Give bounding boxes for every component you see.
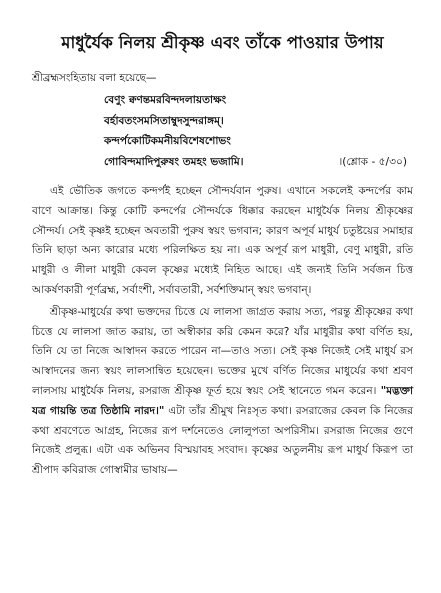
paragraph — [32, 303, 413, 481]
paragraph: এই ভৌতিক জগতে কন্দর্পই হচ্ছেন সৌন্দর্যবান পুরুষ। এখানে সকলেই কন্দর্পের কাম বাণে আক্রান্ত। কিন্তু কোটি কন্দর্পের সৌন্দর্যকে ধিক্কার করছেন মাধুর্যৈক নিলয় শ্রীকৃষ্ণের সৌন্দর্য। সেই কৃষ্ণই হচ্ছেন অবতারী পুরুষ স্বয়ং ভগবান; কারণ অপূর্ব মাধুর্য চতুষ্টয়ের সমাহার তিনি ছাড়া অন্য কারোর মধ্যে পরিলক্ষিত হয় না। এক অপূর্ব রূপ মাধুরী, বেণু মাধুরী, রতি মাধুরী ও লীলা মাধুরী কেবল কৃষ্ণের মধ্যেই নিহিত আছে। এই জন্যই তিনি সর্বজন চিত্ত আকর্ষণকারী পূর্ণব্রহ্ম, সর্বাংশী, সর্বাবতারী, সর্বশক্তিমান্ স্বয়ং ভগবান্। — [32, 185, 413, 296]
verse-line-last — [104, 152, 413, 173]
verse-reference: ।(শ্লোক - ৫/৩০) — [338, 155, 407, 168]
inline-quote: "মদ্ভক্তা যত্র গায়ন্তি তত্র তিষ্ঠামি নারদ।" — [32, 384, 413, 417]
verse-line: কন্দর্পকোটিকমনীয়বিশেষশোভং — [104, 135, 231, 147]
verse-block — [104, 90, 413, 172]
verse-line: গোবিন্দমাদিপুরুষং তমহং ভজামি। — [104, 155, 244, 168]
verse-line: বেণুং ক্বণন্তমরবিন্দদলায়তাক্ষং — [104, 94, 227, 106]
verse-line: বর্হাবতংসমসিতাম্বুদসুন্দরাঙ্গম্। — [104, 114, 224, 127]
paragraph-text: শ্রীকৃষ্ণ-মাধুর্যের কথা ভক্তদের চিত্তে যে লালসা জাগ্রত করায় সত্য, পরন্তু শ্রীকৃষ্ণের কথা চিত্তে যে লালসা জাত করায়, তা অস্বীকার করি কেমন করে? যাঁর মাধুরীর কথা বর্ণিত হয়, তিনি যে তা নিজে আস্বাদন করতে পারেন না—তাও সত্য। সেই কৃষ্ণ নিজেই সেই মাধুর্য রস আস্বাদনের জন্য স্বয়ং লালসান্বিত হয়েছেন। ভক্তের মুখে বর্ণিত নিজের মাধুর্যের কথা শ্রবণ লালসায় মাধুর্যৈক নিলয়, রসরাজ শ্রীকৃষ্ণ ফূর্ত হয়ে স্বয়ং সেই স্থানেতে গমন করেন। — [32, 305, 413, 397]
page-title: মাধুর্যৈক নিলয় শ্রীকৃষ্ণ এবং তাঁকে পাওয়ার উপায় — [61, 33, 384, 52]
intro-line: শ্রীব্রহ্মসংহিতায় বলা হয়েছে— — [32, 72, 157, 84]
paragraph-text: এটা তাঁর শ্রীমুখ নিঃসৃত কথা। রসরাজের কেবল কি নিজের কথা শ্রবণেতে আগ্রহ, নিজের রূপ দর্শনেতেও লোলুপতা অপরিসীম। রসরাজ নিজের গুণে নিজেই প্রলুব্ধ। এটা এক অভিনব বিস্ময়াবহ সংবাদ। কৃষ্ণের অতুলনীয় রূপ মাধুর্য কিরূপ তা শ্রীপাদ কবিরাজ গোস্বামীর ভাষায়— — [32, 404, 413, 477]
